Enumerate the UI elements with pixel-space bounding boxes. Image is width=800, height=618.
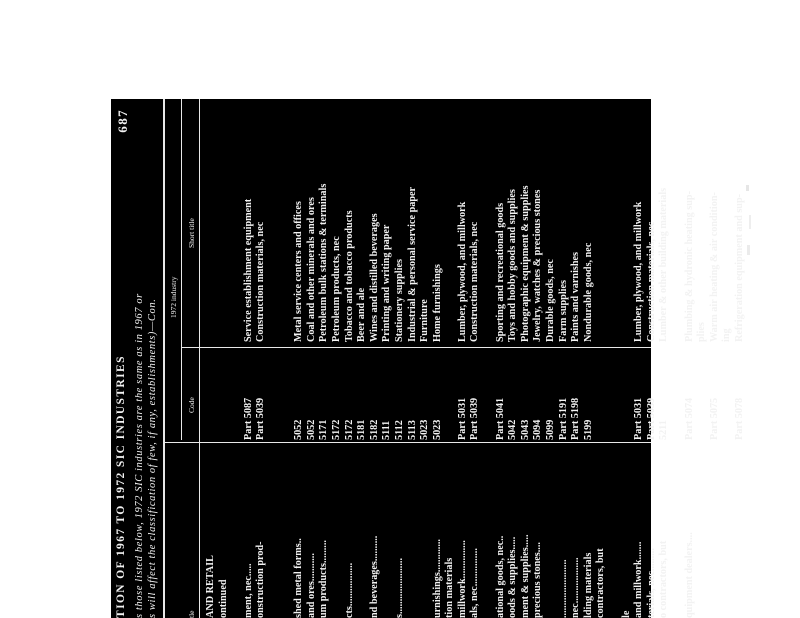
left-row: urnishings............. [431, 539, 443, 618]
left-row: nd beverages.......... [368, 535, 380, 618]
title-cell: Industrial & personal service paper [406, 186, 418, 342]
left-row: ment & supplies..... [519, 534, 531, 618]
code-cell: 5052 [305, 419, 317, 440]
code-cell [218, 350, 231, 440]
code-cell [721, 350, 734, 440]
code-cell: Part 5078 [733, 397, 745, 440]
code-column [205, 350, 747, 440]
code-cell [671, 350, 684, 440]
title-cell: Home furnishings [431, 264, 443, 342]
code-column-heading: Code [187, 397, 196, 413]
code-cell: 5112 [393, 420, 405, 440]
left-row [407, 443, 420, 618]
code-cell: 5094 [532, 419, 544, 440]
left-row: ational goods, nec.. [494, 535, 506, 618]
title-cell: Petroleum bulk stations & terminals [318, 183, 330, 342]
code-cell: 5211 [658, 420, 670, 440]
code-cell: Part 5198 [570, 397, 582, 440]
rotated-page-content [111, 99, 745, 618]
title-cell [482, 99, 495, 342]
table-top-rule [163, 99, 165, 618]
code-cell [444, 350, 457, 440]
left-row [482, 443, 495, 618]
short-title-column [205, 99, 747, 342]
title-cell: Warm air heating & air condition- [708, 192, 720, 342]
left-row [381, 443, 394, 618]
scan-artifact-icon [740, 185, 760, 265]
title-cell: ing [721, 328, 733, 342]
left-row: ment, nec..... [242, 563, 254, 618]
left-row [608, 443, 621, 618]
left-row [230, 443, 243, 618]
title-cell: Metal service centers and offices [293, 201, 305, 342]
code-cell: 5113 [406, 420, 418, 440]
code-cell: Part 5031 [456, 397, 468, 440]
title-cell: Jewelry, watches & precious stones [532, 189, 544, 342]
left-row: and millwork....... [633, 541, 645, 618]
code-cell [621, 350, 634, 440]
code-cell: 5052 [293, 419, 305, 440]
title-cell: Wines and distilled beverages [368, 213, 380, 342]
left-row: o contractors, but [658, 540, 670, 618]
code-cell: 5042 [507, 419, 519, 440]
title-cell [671, 99, 684, 342]
title-cell: Nondurable goods, nec [582, 242, 594, 342]
code-cell: Part 5075 [708, 397, 720, 440]
title-cell [281, 99, 294, 342]
left-row: um products......... [318, 540, 330, 618]
code-cell: 5181 [356, 419, 368, 440]
left-row [419, 443, 432, 618]
left-row [545, 443, 558, 618]
title-cell: Lumber, plywood, and millwork [456, 201, 468, 342]
title-cell: Durable goods, nec [545, 259, 557, 342]
industry-group-heading: 1972 industry [169, 276, 178, 318]
header-title: TION OF 1967 TO 1972 SIC INDUSTRIES [115, 355, 127, 618]
left-row: nec.................. [570, 557, 582, 618]
code-cell: 5099 [545, 419, 557, 440]
left-row: onstruction prod- [255, 541, 267, 618]
title-cell [595, 99, 608, 342]
code-cell: 5172 [343, 419, 355, 440]
code-cell: 5172 [330, 419, 342, 440]
left-row: quipment dealers.... [683, 532, 695, 618]
left-row: precious stones.... [532, 542, 544, 618]
code-cell: Part 5074 [683, 397, 695, 440]
title-cell: Lumber & other building materials [658, 187, 670, 342]
code-cell [482, 350, 495, 440]
code-cell [595, 350, 608, 440]
left-row: contractors, but [595, 548, 607, 618]
left-row: shed metal forms.. [293, 538, 305, 618]
code-cell [205, 350, 218, 440]
short-title-column-heading: Short title [187, 218, 196, 248]
code-cell: 5023 [419, 419, 431, 440]
code-cell [696, 350, 709, 440]
title-cell: Printing and writing paper [381, 224, 393, 342]
left-row: le [620, 610, 632, 618]
left-row [671, 443, 684, 618]
title-cell: Service establishment equipment [242, 198, 254, 342]
left-row [356, 443, 369, 618]
title-cell [621, 99, 634, 342]
code-cell [230, 350, 243, 440]
left-column-heading: tle [187, 610, 196, 618]
title-cell: Sporting and recreational goods [494, 202, 506, 342]
left-row: ontinued [217, 579, 229, 618]
left-row [268, 443, 281, 618]
industry-group-rule [181, 99, 182, 440]
left-row: cts................. [343, 562, 355, 618]
code-cell [281, 350, 294, 440]
title-cell: Refrigeration equipment and sup- [733, 193, 745, 342]
page-number: 687 [115, 109, 130, 133]
code-cell: 5171 [318, 419, 330, 440]
left-row: tion materials [444, 557, 456, 618]
title-cell: Construction materials, nec [469, 221, 481, 342]
title-cell: Photographic equipment & supplies [519, 185, 531, 342]
intro-text [133, 99, 159, 618]
code-cell [608, 350, 621, 440]
code-cell: 5199 [582, 419, 594, 440]
title-cell: Beer and ale [356, 287, 368, 342]
title-cell: Construction materials, nec [645, 221, 657, 342]
code-cell: 5023 [431, 419, 443, 440]
code-cell: 5111 [381, 420, 393, 440]
left-row [281, 443, 294, 618]
left-row: oods & supplies..... [507, 536, 519, 618]
code-cell: Part 5087 [242, 397, 254, 440]
intro-line-2: s will affect the classification of few, if any, establishments)—Con. [147, 298, 158, 618]
left-row: and ores........... [305, 553, 317, 618]
left-row: ....................... [557, 559, 569, 618]
title-cell: Petroleum products, nec [330, 236, 342, 342]
left-row: s...................... [393, 558, 405, 618]
left-row: terials, nec......... [645, 548, 657, 618]
intro-line-1: s those listed below, 1972 SIC industries are the same as in 1967 or [134, 293, 145, 618]
code-cell: Part 5039 [469, 397, 481, 440]
title-cell: Construction materials, nec [255, 221, 267, 342]
code-cell: Part 5039 [645, 397, 657, 440]
code-cell: 5182 [368, 419, 380, 440]
code-cell [268, 350, 281, 440]
code-cell: Part 5031 [633, 397, 645, 440]
title-cell: Plumbing & hydronic heating sup- [683, 191, 695, 342]
left-row: millwork............... [456, 540, 468, 618]
table-header-rule [199, 99, 200, 618]
page-header [115, 99, 130, 618]
title-cell: Paints and varnishes [570, 251, 582, 342]
title-cell [608, 99, 621, 342]
column-divider-code [181, 347, 651, 348]
title-cell: Lumber, plywood, and millwork [633, 201, 645, 342]
code-cell: Part 5191 [557, 397, 569, 440]
title-cell [218, 99, 231, 342]
left-row: als, nec............... [469, 548, 481, 618]
left-row: AND RETAIL [205, 555, 216, 618]
title-cell [444, 99, 457, 342]
title-cell: Furniture [419, 299, 431, 342]
title-cell: Coal and other minerals and ores [305, 197, 317, 342]
title-cell [205, 99, 218, 342]
title-cell: Stationery supplies [393, 259, 405, 342]
title-cell: Farm supplies [557, 280, 569, 342]
title-cell: Toys and hobby goods and supplies [507, 189, 519, 342]
title-cell [230, 99, 243, 342]
title-cell: Tobacco and tobacco products [343, 210, 355, 342]
code-cell: Part 5039 [255, 397, 267, 440]
left-column [205, 443, 696, 618]
scanned-page [111, 99, 745, 618]
title-cell: plies [696, 322, 708, 342]
left-row [331, 443, 344, 618]
left-row: lding materials [582, 552, 594, 618]
code-cell: Part 5041 [494, 397, 506, 440]
code-cell: 5043 [519, 419, 531, 440]
title-cell [268, 99, 281, 342]
